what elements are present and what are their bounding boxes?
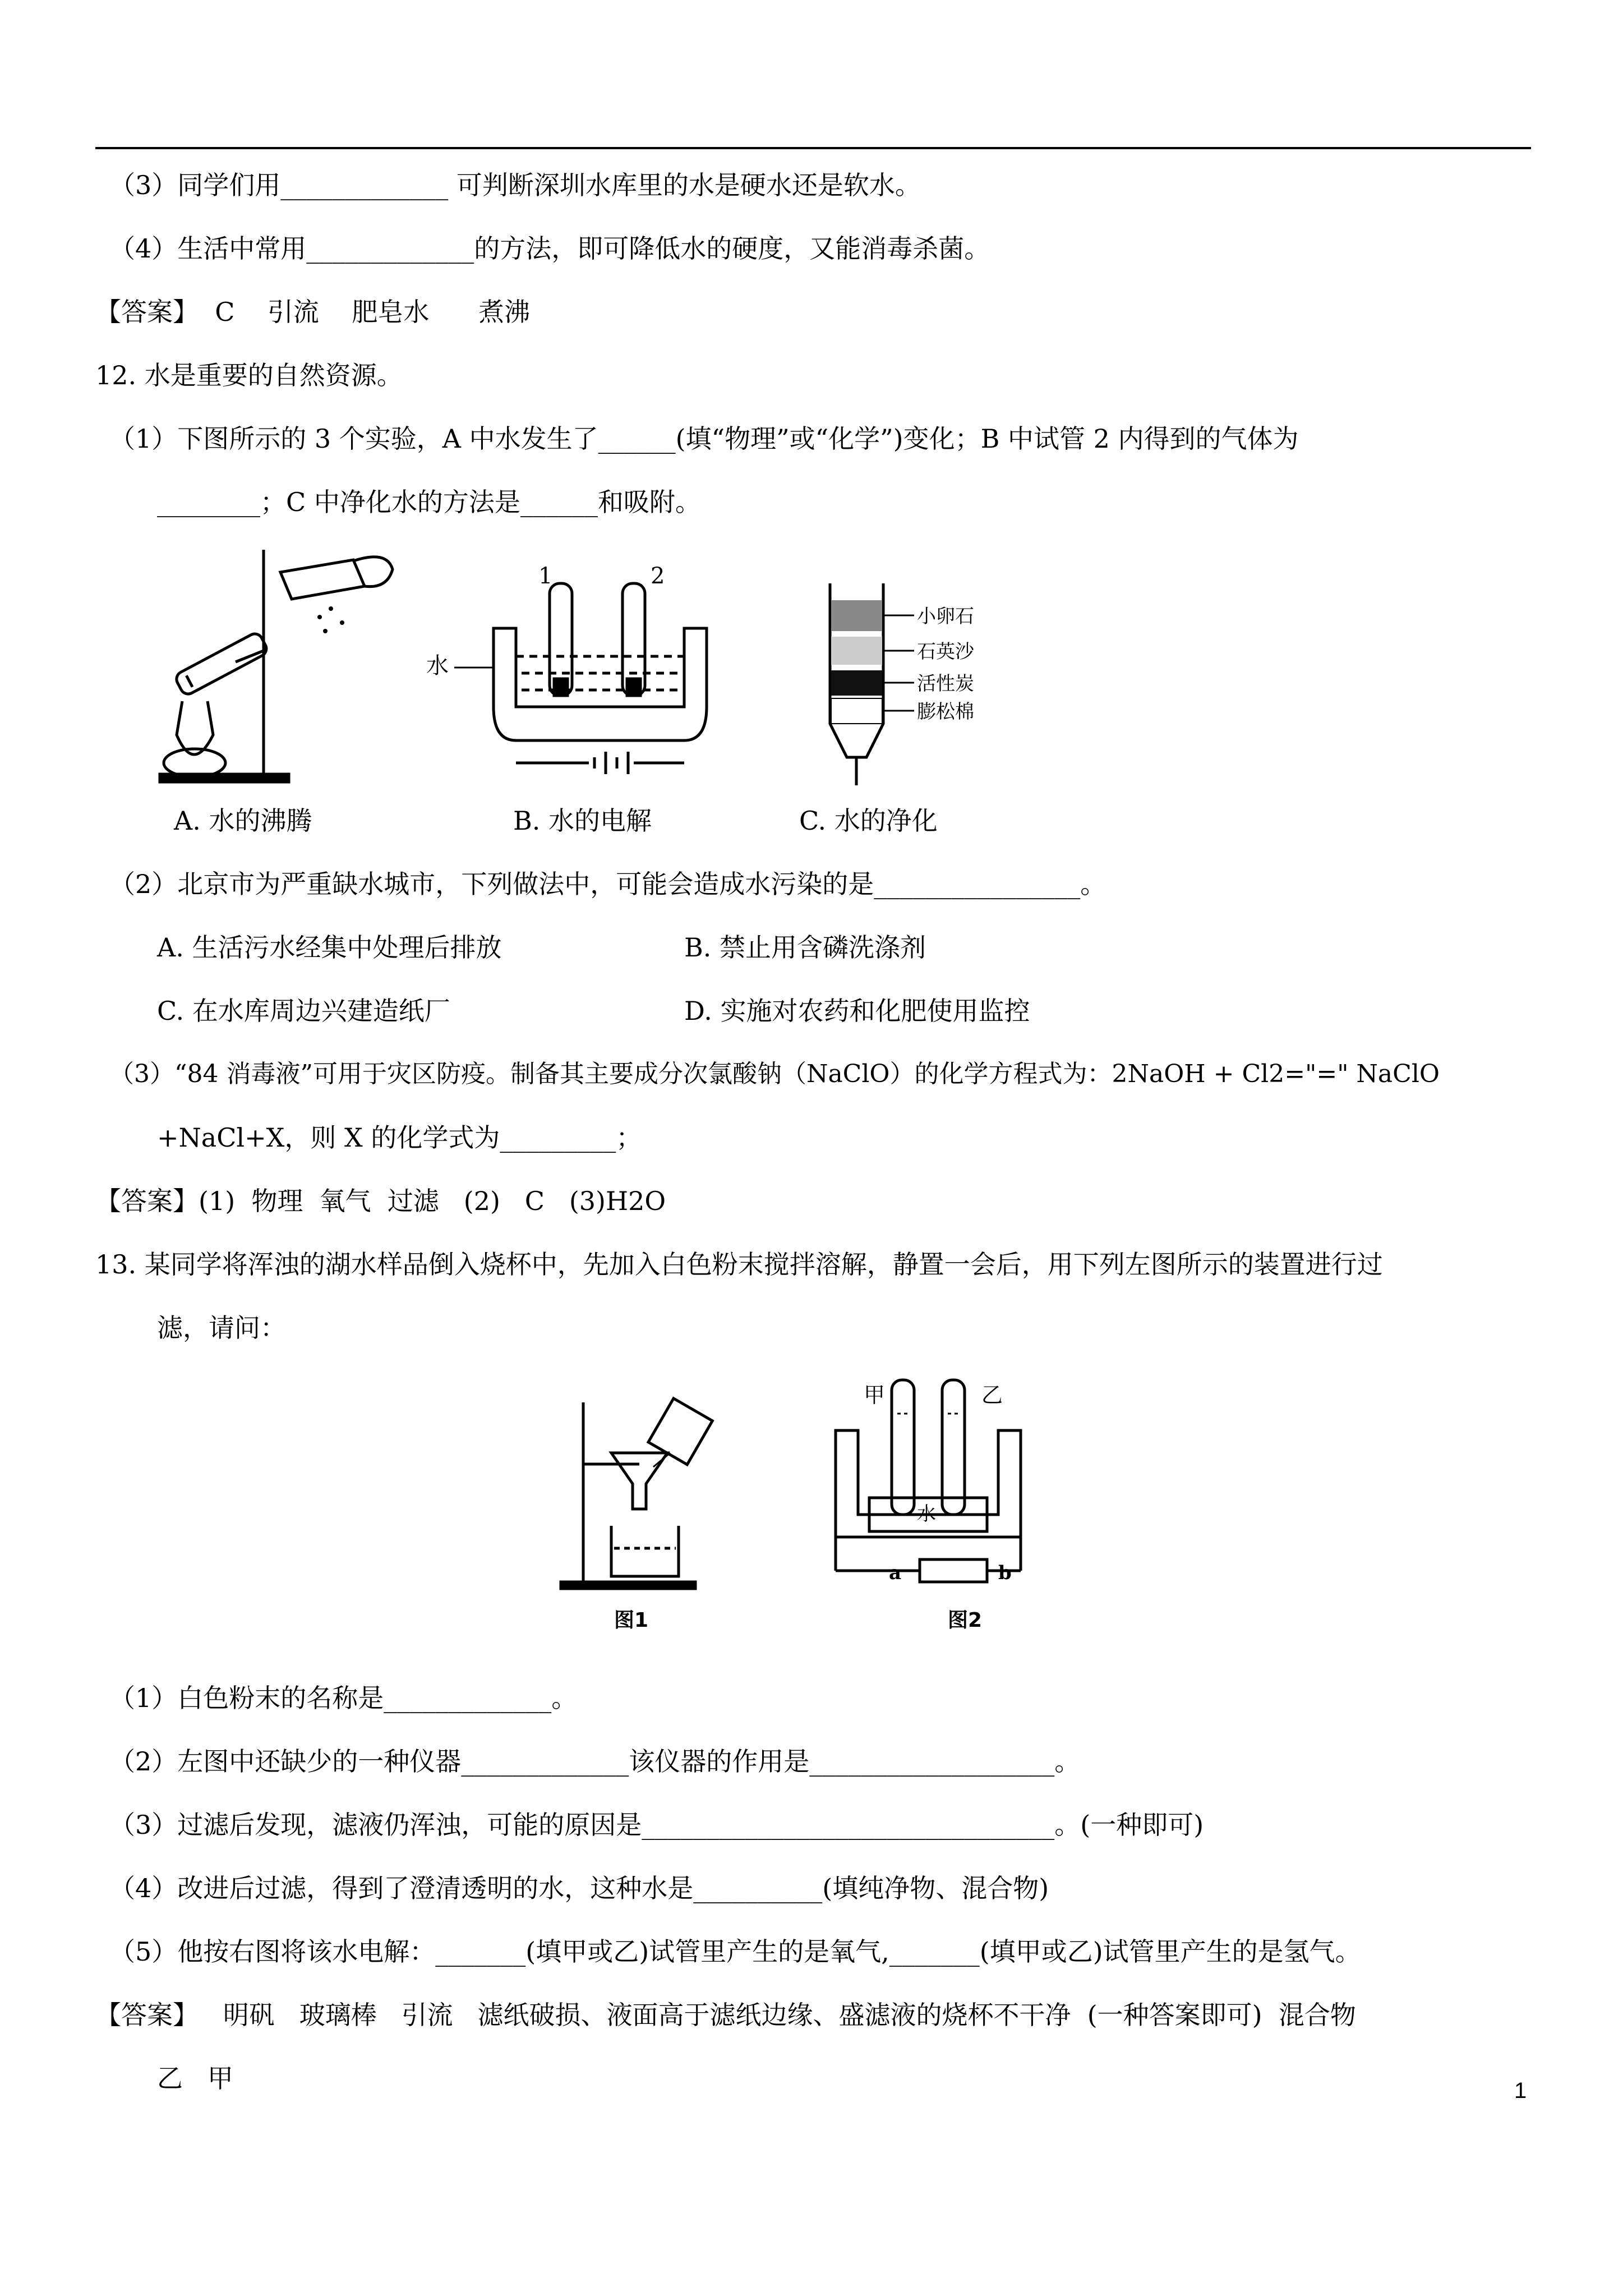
page-number: 1 [1514, 2078, 1527, 2103]
tube-label-yi: 乙 [981, 1383, 1003, 1407]
caption-c: C. 水的净化 [799, 806, 938, 836]
water-purifier [830, 583, 914, 785]
question-13-part-4: （4）改进后过滤，得到了澄清透明的水，这种水是__________(填纯净物、混合物) [109, 1873, 1049, 1903]
filtration-electrolysis-figure [555, 1369, 1116, 1616]
header-rule [95, 147, 1531, 149]
answer-12: 【答案】(1) 物理 氧气 过滤 (2) C (3)H2O [95, 1186, 666, 1216]
question-13-part-3: （3）过滤后发现，滤液仍浑浊，可能的原因是________________________________。(一种即可) [109, 1810, 1204, 1840]
experiment-figure [151, 539, 1049, 797]
answer-13: 【答案】 明矾 玻璃棒 引流 滤纸破损、液面高于滤纸边缘、盛滤液的烧杯不干净 (一种答案即可) 混合物 [95, 2000, 1356, 2030]
question-11-part-3: （3）同学们用_____________ 可判断深圳水库里的水是硬水还是软水。 [109, 170, 921, 200]
filtration-apparatus [561, 1398, 712, 1589]
question-12-title: 12. 水是重要的自然资源。 [95, 360, 403, 390]
caption-b: B. 水的电解 [513, 806, 652, 836]
question-13-part-2: （2）左图中还缺少的一种仪器_____________该仪器的作用是___________________。 [109, 1746, 1081, 1777]
option-a: A. 生活污水经集中处理后排放 [157, 932, 502, 963]
electrolysis-tank [836, 1380, 1021, 1582]
electrode-a-label: a [889, 1562, 902, 1584]
question-12-part-3: （3）“84 消毒液”可用于灾区防疫。制备其主要成分次氯酸钠（NaClO）的化学方程式为：2NaOH + Cl2="=" NaClO [109, 1060, 1440, 1088]
question-12-part-1: （1）下图所示的 3 个实验，A 中水发生了______(填“物理”或“化学”)变化；B 中试管 2 内得到的气体为 [109, 424, 1299, 454]
electrolysis-apparatus [494, 583, 707, 774]
tube-label-jia: 甲 [864, 1383, 886, 1407]
water-label: 水 [426, 653, 449, 679]
electrode-b-label: b [998, 1562, 1012, 1584]
answer-11: 【答案】 C 引流 肥皂水 煮沸 [95, 297, 531, 327]
question-13-title-cont: 滤，请问： [157, 1313, 286, 1343]
caption-a: A. 水的沸腾 [174, 806, 312, 836]
answer-13-cont: 乙 甲 [157, 2063, 233, 2093]
question-12-part-2: （2）北京市为严重缺水城市，下列做法中，可能会造成水污染的是________________。 [109, 869, 1106, 899]
question-12-part-3-cont: +NaCl+X，则 X 的化学式为_________； [157, 1122, 642, 1153]
question-13-title: 13. 某同学将浑浊的湖水样品倒入烧杯中，先加入白色粉末搅拌溶解，静置一会后，用下列左图所示的装置进行过 [95, 1249, 1383, 1280]
fig1-label: 图1 [614, 1609, 649, 1632]
layer-quartz-sand: 石英沙 [917, 641, 974, 663]
tube-label-2: 2 [651, 563, 665, 589]
option-d: D. 实施对农药和化肥使用监控 [684, 996, 1030, 1026]
fig2-label: 图2 [948, 1609, 983, 1632]
option-c: C. 在水库周边兴建造纸厂 [157, 996, 450, 1026]
question-11-part-4: （4）生活中常用_____________的方法，即可降低水的硬度，又能消毒杀菌。 [109, 233, 990, 264]
layer-pebbles: 小卵石 [917, 605, 974, 628]
electrolysis-water-label: 水 [917, 1503, 936, 1525]
layer-activated-carbon: 活性炭 [917, 673, 974, 695]
question-12-part-1-cont: ________；C 中净化水的方法是______和吸附。 [157, 487, 701, 517]
boiling-apparatus [160, 550, 393, 782]
question-13-part-1: （1）白色粉末的名称是_____________。 [109, 1683, 578, 1713]
layer-cotton: 膨松棉 [917, 701, 974, 723]
tube-label-1: 1 [538, 563, 553, 589]
question-13-part-5: （5）他按右图将该水电解：_______(填甲或乙)试管里产生的是氧气,_______(填甲或乙)试管里产生的是氢气。 [109, 1936, 1361, 1967]
option-b: B. 禁止用含磷洗涤剂 [684, 932, 926, 963]
